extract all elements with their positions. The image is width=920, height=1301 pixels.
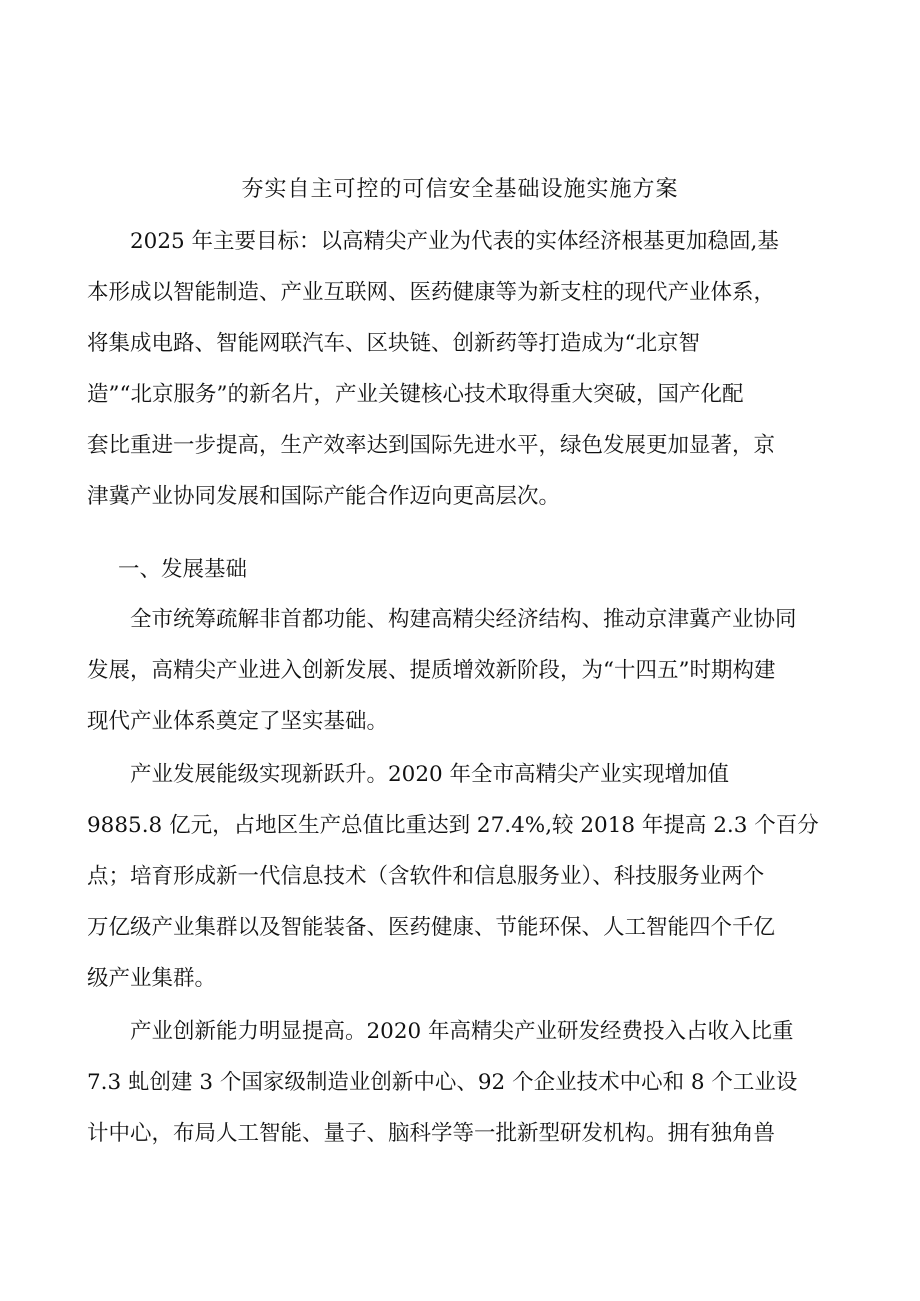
para1-line-3: 现代产业体系奠定了坚实基础。 — [87, 709, 389, 734]
para3-line-2: 7.3 虬创建 3 个国家级制造业创新中心、92 个企业技术中心和 8 个工业设 — [87, 1070, 798, 1095]
para2-line-5: 级产业集群。 — [87, 966, 217, 991]
para3-line-1: 产业创新能力明显提高。2020 年高精尖产业研发经费投入占收入比重 — [130, 1019, 794, 1044]
para1-line-1: 全市统筹疏解非首都功能、构建高精尖经济结构、推动京津冀产业协同 — [130, 607, 797, 632]
intro-line-4: 造”“北京服务”的新名片，产业关键核心技术取得重大突破，国产化配 — [87, 382, 744, 407]
intro-line-6: 津冀产业协同发展和国际产能合作迈向更高层次。 — [87, 484, 561, 509]
para2-line-4: 万亿级产业集群以及智能装备、医药健康、节能环保、人工智能四个千亿 — [87, 915, 776, 940]
intro-line-1: 2025 年主要目标：以高精尖产业为代表的实体经济根基更加稳固,基 — [130, 229, 779, 254]
para1-line-2: 发展，高精尖产业进入创新发展、提质增效新阶段，为“十四五”时期构建 — [87, 658, 776, 683]
document-title: 夯实自主可控的可信安全基础设施实施方案 — [241, 177, 679, 202]
intro-line-2: 本形成以智能制造、产业互联网、医药健康等为新支柱的现代产业体系， — [87, 280, 776, 305]
intro-line-5: 套比重进一步提高，生产效率达到国际先进水平，绿色发展更加显著，京 — [87, 433, 776, 458]
para3-line-3: 计中心，布局人工智能、量子、脑科学等一批新型研发机构。拥有独角兽 — [87, 1121, 776, 1146]
para2-line-1: 产业发展能级实现新跃升。2020 年全市高精尖产业实现增加值 — [130, 762, 730, 787]
section-heading: 一、发展基础 — [118, 557, 248, 582]
para2-line-3: 点；培育形成新一代信息技术（含软件和信息服务业）、科技服务业两个 — [87, 864, 765, 889]
para2-line-2: 9885.8 亿元，占地区生产总值比重达到 27.4%,较 2018 年提高 2.3 个百分 — [87, 813, 819, 838]
intro-line-3: 将集成电路、智能网联汽车、区块链、创新药等打造成为“北京智 — [87, 331, 700, 356]
